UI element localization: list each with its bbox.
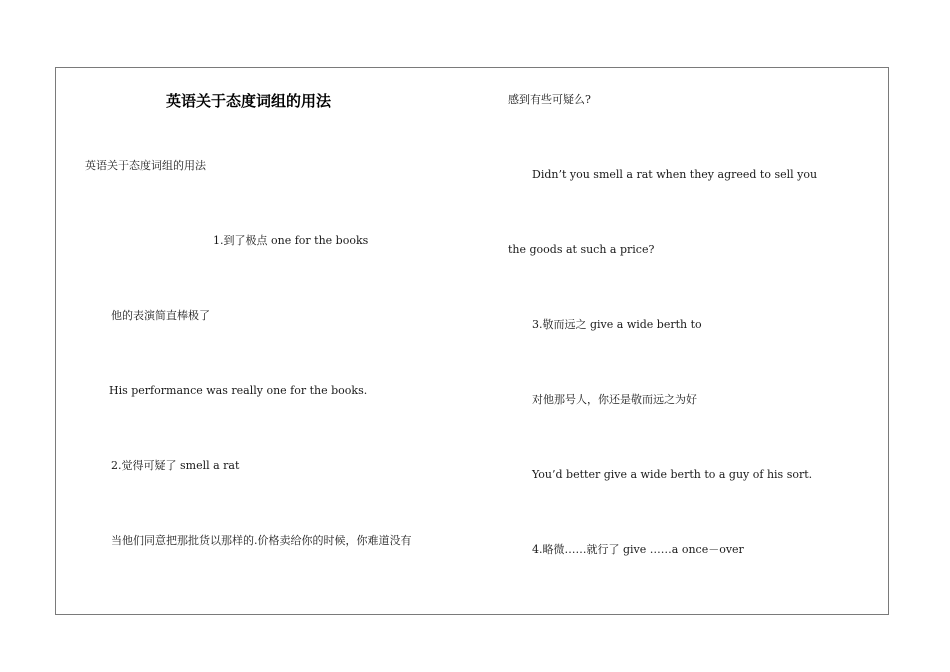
english-example-2-part-2: the goods at such a price? xyxy=(508,243,655,256)
chinese-example-2-part-2: 感到有些可疑么? xyxy=(508,93,591,106)
chinese-example-2-part-1: 当他们同意把那批货以那样的.价格卖给你的时候，你难道没有 xyxy=(111,534,412,547)
english-example-2-part-1: Didn’t you smell a rat when they agreed to sell you xyxy=(532,168,818,181)
english-example-3: You’d better give a wide berth to a guy of his sort. xyxy=(532,468,813,481)
phrase-heading-3: 3.敬而远之 give a wide berth to xyxy=(532,318,702,331)
english-example-1: His performance was really one for the books. xyxy=(109,384,368,397)
document-title: 英语关于态度词组的用法 xyxy=(166,92,332,110)
chinese-example-1: 他的表演简直棒极了 xyxy=(111,309,210,322)
page-border xyxy=(55,67,889,615)
phrase-heading-4: 4.略微……就行了 give ……a once－over xyxy=(532,543,744,556)
phrase-heading-2: 2.觉得可疑了 smell a rat xyxy=(111,459,240,472)
chinese-example-3: 对他那号人，你还是敬而远之为好 xyxy=(532,393,697,406)
subtitle-line: 英语关于态度词组的用法 xyxy=(85,159,206,172)
phrase-heading-1: 1.到了极点 one for the books xyxy=(213,234,369,247)
